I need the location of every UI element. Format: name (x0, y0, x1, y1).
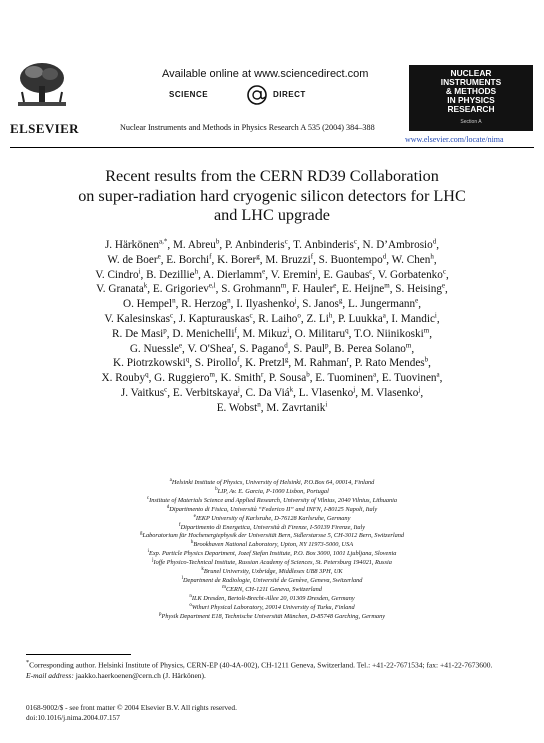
author-affiliation-marker: q (185, 355, 190, 364)
journal-cover-title (409, 69, 533, 114)
author-name: M. Vlasenko (360, 386, 419, 399)
author-affiliation-marker: i (434, 311, 437, 320)
author-affiliation-marker: c (442, 266, 446, 275)
footnote-text-line (26, 658, 526, 671)
author-affiliation-marker: e (262, 266, 266, 275)
author-name: O. Hempel (122, 298, 173, 311)
affiliation-marker: j (152, 558, 154, 564)
affiliation-text: Exp. Particle Physics Department, Jozef Stefan Institute, P.O. Box 3000, 1001 Ljubljana, Slovenia (149, 550, 397, 558)
author-affiliation-marker: j (353, 385, 356, 394)
author-affiliation-marker: k (289, 385, 294, 394)
author-name: E. Gaubas (323, 268, 370, 281)
affiliation-line (20, 604, 524, 613)
footnote-marker: * (26, 659, 30, 666)
author-name: M. Mikuz (242, 327, 288, 340)
affiliation-line (20, 532, 524, 541)
author-name: D. Menichelli (172, 327, 235, 340)
affiliation-text: CERN, CH-1211 Geneva, Switzerland (225, 585, 322, 593)
author-name: P. Luukka (337, 312, 383, 325)
publisher-name: ELSEVIER (10, 121, 79, 136)
author-name: V. Eremin (270, 268, 316, 281)
author-affiliation-marker: g (284, 355, 289, 364)
affiliation-line (20, 488, 524, 497)
author-affiliation-marker: j (315, 266, 318, 275)
author-affiliation-marker: f (209, 252, 212, 261)
author-name: K. Piotrzkowski (113, 357, 186, 370)
author-affiliation-marker: m (423, 326, 430, 335)
bottom-matter (26, 703, 526, 723)
affiliation-line (20, 568, 524, 577)
corresponding-author-footnote (26, 658, 526, 681)
sciencedirect-left-word: SCIENCE (169, 90, 209, 99)
author-name: P. Anbinderis (224, 239, 285, 251)
journal-cover-line: INSTRUMENTS (440, 77, 502, 87)
author-list (20, 238, 524, 416)
author-affiliation-marker: d (284, 340, 288, 349)
author-name: R. De Masi (112, 327, 164, 340)
author-affiliation-marker: e (333, 281, 337, 290)
elsevier-tree-logo-icon (12, 58, 72, 110)
author-name: B. Perea Solano (334, 342, 406, 355)
affiliation-marker: g (139, 531, 143, 537)
author-name: V. Granata (96, 283, 144, 296)
header-rule (10, 147, 534, 148)
author-affiliation-marker: g (256, 252, 260, 261)
affiliation-marker: b (215, 486, 218, 492)
sciencedirect-at-icon (244, 84, 270, 106)
author-line: E. Wobst$^n$, M. Zavrtanik$^i$ (216, 400, 328, 414)
author-affiliation-marker: j (294, 296, 297, 305)
author-name: Z. Li (306, 312, 329, 325)
author-name: N. D’Ambrosio (362, 239, 433, 251)
author-name: S. Buontempo (318, 253, 383, 266)
footnote-rule (26, 654, 131, 655)
author-name: J. Vaitkus (120, 386, 165, 399)
author-name: T.O. Niinikoski (354, 327, 424, 340)
author-name: V. Gorbatenko (377, 268, 443, 281)
author-name: J. Kapturauskas (178, 312, 250, 325)
author-affiliation-marker: e (178, 340, 183, 349)
author-affiliation-marker: i (138, 266, 141, 275)
affiliation-text: Dipartimento di Fisica, Università “Federico II” and INFN, I-80125 Napoli, Italy (169, 505, 378, 513)
author-affiliation-marker: n (227, 296, 231, 305)
author-affiliation-marker: k (143, 281, 148, 290)
author-affiliation-marker: d (382, 252, 387, 261)
journal-citation: Nuclear Instruments and Methods in Physics Research A 535 (2004) 384–388 (120, 123, 375, 132)
affiliation-marker: p (158, 611, 162, 617)
title-line: and LHC upgrade (214, 206, 330, 224)
affiliation-line (20, 541, 524, 550)
author-name: S. Janos (302, 298, 339, 311)
author-affiliation-marker: n (257, 400, 261, 409)
author-affiliation-marker: e (415, 296, 419, 305)
author-affiliation-marker: q (145, 370, 149, 379)
author-affiliation-marker: g (338, 296, 343, 305)
email-address[interactable]: jaakko.haerkoenen@cern.ch (J. Härkönen). (75, 670, 206, 680)
affiliation-line (20, 550, 524, 559)
doi-line[interactable]: doi:10.1016/j.nima.2004.07.157 (26, 713, 120, 722)
author-name: R. Herzog (181, 298, 228, 311)
author-name: B. Dezillie (146, 268, 195, 281)
title-line: on super-radiation hard cryogenic silicon detectors for LHC (78, 186, 466, 205)
author-affiliation-marker: p (163, 326, 167, 335)
author-affiliation-marker: a (382, 311, 386, 320)
author-affiliation-marker: d (432, 237, 437, 246)
sciencedirect-right-word: DIRECT (273, 90, 306, 99)
affiliation-list (20, 479, 524, 622)
affiliation-text: Ioffe Physico-Technical Institute, Russian Academy of Sciences, St. Petersburg 194021, Russia (153, 559, 392, 567)
author-name: T. Anbinderis (293, 239, 354, 251)
affiliation-marker: n (189, 593, 192, 599)
author-affiliation-marker: b (215, 237, 220, 246)
author-name: F. Hauler (291, 283, 334, 296)
author-name: E. Verbitskaya (172, 386, 238, 399)
journal-cover-line: NUCLEAR (450, 68, 492, 78)
author-name: M. Rahman (293, 357, 347, 370)
author-name: R. Laiho (258, 312, 298, 325)
author-affiliation-marker: e,l (208, 281, 216, 290)
author-affiliation-marker: i (287, 326, 290, 335)
affiliation-text: Brunel University, Uxbridge, Middlesex UB8 3PH, UK (203, 568, 343, 576)
affiliation-marker: d (166, 504, 170, 510)
affiliation-text: LIP, Av. E. Garcia, P-1000 Lisbon, Portugal (217, 487, 329, 495)
author-affiliation-marker: c (164, 385, 168, 394)
author-affiliation-marker: i (325, 400, 328, 409)
author-affiliation-marker: c (353, 237, 357, 246)
affiliation-text: Laboratorium für Hochenergiephysik der Universität Bern, Sidlerstarsse 5, CH-3012 Bern, Switzerland (142, 532, 405, 540)
journal-cover-line: RESEARCH (447, 104, 495, 114)
author-affiliation-marker: h (328, 311, 333, 320)
author-line: G. Nuessle$^e$, V. O'Shea$^r$, S. Pagano$^d$, S. Paul$^p$, B. Perea Solano$^m$, (129, 340, 415, 355)
issn-line: 0168-9002/$ - see front matter © 2004 Elsevier B.V. All rights reserved. (26, 703, 237, 712)
journal-cover-line: & METHODS (445, 86, 497, 96)
author-affiliation-marker: m (280, 281, 287, 290)
author-affiliation-marker: r (346, 355, 350, 364)
affiliation-text: ILK Dresden, Bertolt-Brecht-Allee 20, 01309 Dresden, Germany (191, 594, 355, 602)
author-line: X. Rouby$^q$, G. Ruggiero$^m$, K. Smith$^r$, P. Sousa$^b$, E. Tuominen$^a$, E. Tuovinen$^a$, (101, 370, 443, 385)
affiliation-text: IEKP University of Karlsruhe, D-76128 Karlsruhe, Germany (195, 514, 351, 522)
author-affiliation-marker: m (405, 340, 412, 349)
affiliation-line (20, 506, 524, 515)
author-affiliation-marker: c (369, 266, 373, 275)
author-affiliation-marker: a,* (159, 237, 168, 246)
author-name: P. Sousa (268, 372, 307, 385)
author-affiliation-marker: f (310, 252, 314, 261)
author-name: W. Chen (391, 253, 431, 266)
author-affiliation-marker: c (249, 311, 253, 320)
author-name: S. Pirollo (194, 357, 238, 370)
author-line: J. Vaitkus$^c$, E. Verbitskaya$^j$, C. Da Viá$^k$, L. Vlasenko$^j$, M. Vlasenko$^j$, (120, 385, 424, 399)
author-line: K. Piotrzkowski$^q$, S. Pirollo$^f$, K. Pretzl$^g$, M. Rahman$^r$, P. Rato Mendes$^b$, (113, 355, 431, 370)
author-name: S. Grohmann (221, 283, 281, 296)
affiliation-line (20, 577, 524, 586)
available-online-text[interactable]: Available online at www.sciencedirect.com (162, 68, 369, 80)
author-affiliation-marker: j (237, 385, 240, 394)
author-name: E. Borchi (166, 253, 210, 266)
author-name: V. O'Shea (187, 342, 232, 355)
email-label: E-mail address: (26, 670, 74, 680)
author-name: E. Tuominen (315, 372, 374, 385)
author-affiliation-marker: h (194, 266, 199, 275)
author-name: L. Vlasenko (298, 386, 354, 399)
author-name: S. Paul (293, 342, 326, 355)
author-name: G. Nuessle (129, 342, 179, 355)
author-name: V. Kalesinskas (104, 312, 170, 325)
affiliation-line (20, 613, 524, 622)
author-name: E. Heijne (342, 283, 385, 296)
author-affiliation-marker: o (297, 311, 301, 320)
author-name: L. Jungermann (348, 298, 416, 311)
author-affiliation-marker: j (418, 385, 421, 394)
author-name: V. Cindro (95, 268, 139, 281)
author-name: X. Rouby (101, 372, 146, 385)
author-name: A. Dierlamm (203, 268, 263, 281)
author-name: K. Pretzl (245, 357, 285, 370)
author-affiliation-marker: b (306, 370, 310, 379)
affiliation-marker: e (193, 513, 196, 519)
author-affiliation-marker: r (260, 370, 264, 379)
journal-cover-section: Section A (460, 119, 482, 125)
affiliation-line (20, 515, 524, 524)
title-line: Recent results from the CERN RD39 Collaboration (105, 167, 439, 185)
affiliation-marker: c (146, 495, 150, 501)
author-name: O. Militaru (294, 327, 346, 340)
author-name: K. Borer (217, 253, 257, 266)
author-name: K. Smith (220, 372, 261, 385)
author-name: G. Ruggiero (154, 372, 210, 385)
author-affiliation-marker: f (237, 355, 240, 364)
author-name: S. Heising (395, 283, 442, 296)
author-name: I. Mandic (391, 312, 435, 325)
footnote-email-line (26, 671, 526, 681)
affiliation-marker: o (189, 602, 192, 608)
affiliation-text: Physik Department E18, Technische Universität München, D-85748 Garching, Germany (161, 612, 386, 620)
affiliation-text: Institute of Materials Science and Applied Research, University of Vilnius, 2040 Vilnius, Lithuania (149, 496, 398, 504)
author-line: J. Härkönen$^{a,*}$, M. Abreu$^b$, P. Anbinderis$^c$, T. Anbinderis$^c$, N. D’Ambrosio$^d$, (104, 237, 440, 251)
author-affiliation-marker: r (231, 340, 234, 349)
author-affiliation-marker: b (424, 355, 429, 364)
affiliation-line (20, 559, 524, 568)
affiliation-marker: i (147, 549, 150, 555)
author-line: W. de Boer$^e$, E. Borchi$^f$, K. Borer$^g$, M. Bruzzi$^f$, S. Buontempo$^d$, W. Chen$^h$, (107, 252, 437, 266)
author-affiliation-marker: m (209, 370, 215, 379)
author-name: M. Bruzzi (265, 253, 311, 266)
author-name: E. Wobst (216, 401, 258, 414)
author-name: E. Tuovinen (381, 372, 437, 385)
author-name: M. Zavrtanik (266, 401, 326, 414)
author-name: J. Härkönen (104, 239, 159, 251)
affiliation-marker: a (169, 477, 172, 483)
author-affiliation-marker: q (345, 326, 349, 335)
author-name: P. Rato Mendes (354, 357, 425, 370)
affiliation-text: Helsinki Institute of Physics, University of Helsinki, P.O.Box 64, 00014, Finland (171, 479, 375, 486)
author-name: C. Da Viá (245, 386, 290, 399)
article-title (20, 167, 524, 226)
affiliation-line (20, 595, 524, 604)
journal-url-link[interactable]: www.elsevier.com/locate/nima (405, 135, 504, 144)
affiliation-text: Department de Radiologie, Université de Genève, Geneva, Switzerland (182, 576, 363, 584)
author-affiliation-marker: m (384, 281, 390, 290)
affiliation-line (20, 586, 524, 595)
footnote-text: Corresponding author. Helsinki Institute of Physics, CERN-EP (40-4A-002), CH-1211 Geneva, Switzerland. Tel.: +41-22-7671534; fax: +41-22-7673600. (29, 660, 493, 670)
author-name: W. de Boer (107, 253, 158, 266)
author-affiliation-marker: c (284, 237, 288, 246)
author-line: V. Granata$^k$, E. Grigoriev$^{e,l}$, S. Grohmann$^m$, F. Hauler$^e$, E. Heijne$^m$, S. Heising$^e$, (96, 281, 448, 296)
author-name: E. Grigoriev (152, 283, 209, 296)
author-line: R. De Masi$^p$, D. Menichelli$^f$, M. Mikuz$^i$, O. Militaru$^q$, T.O. Niinikoski$^m$, (112, 326, 432, 340)
author-affiliation-marker: a (373, 370, 377, 379)
author-line: V. Cindro$^i$, B. Dezillie$^h$, A. Dierlamm$^e$, V. Eremin$^j$, E. Gaubas$^c$, V. Gorbatenko$^c$, (95, 266, 449, 281)
author-affiliation-marker: n (172, 296, 176, 305)
affiliation-text: Dipartimento di Energetica, Università di Firenze, I-50139 Firenze, Italy (180, 523, 366, 531)
author-affiliation-marker: c (170, 311, 174, 320)
author-affiliation-marker: p (325, 340, 329, 349)
author-affiliation-marker: e (157, 252, 161, 261)
affiliation-text: Brookhaven National Laboratory, Upton, NY 11973-5000, USA (193, 541, 354, 549)
affiliation-line (20, 479, 524, 488)
author-name: I. Ilyashenko (236, 298, 295, 311)
affiliation-marker: k (201, 566, 204, 572)
author-line: V. Kalesinskas$^c$, J. Kapturauskas$^c$, R. Laiho$^o$, Z. Li$^h$, P. Luukka$^a$, I. Mandic$^i$, (104, 311, 440, 325)
affiliation-text: Wihuri Physical Laboratory, 20014 University of Turku, Finland (191, 603, 355, 611)
author-affiliation-marker: f (234, 326, 237, 335)
affiliation-marker: f (178, 522, 181, 528)
author-affiliation-marker: a (436, 370, 440, 379)
author-affiliation-marker: h (430, 252, 434, 261)
author-line: O. Hempel$^n$, R. Herzog$^n$, I. Ilyashenko$^j$, S. Janos$^g$, L. Jungermann$^e$, (122, 296, 422, 311)
journal-cover-thumbnail (409, 65, 533, 131)
sciencedirect-logo[interactable] (169, 84, 339, 106)
affiliation-line (20, 497, 524, 506)
affiliation-marker: l (181, 575, 183, 581)
affiliation-marker: h (190, 540, 194, 546)
author-affiliation-marker: e (441, 281, 446, 290)
journal-cover-line: IN PHYSICS (447, 95, 495, 105)
affiliation-marker: m (222, 584, 226, 590)
page-header (0, 0, 544, 150)
author-name: S. Pagano (239, 342, 285, 355)
author-name: M. Abreu (172, 239, 216, 251)
